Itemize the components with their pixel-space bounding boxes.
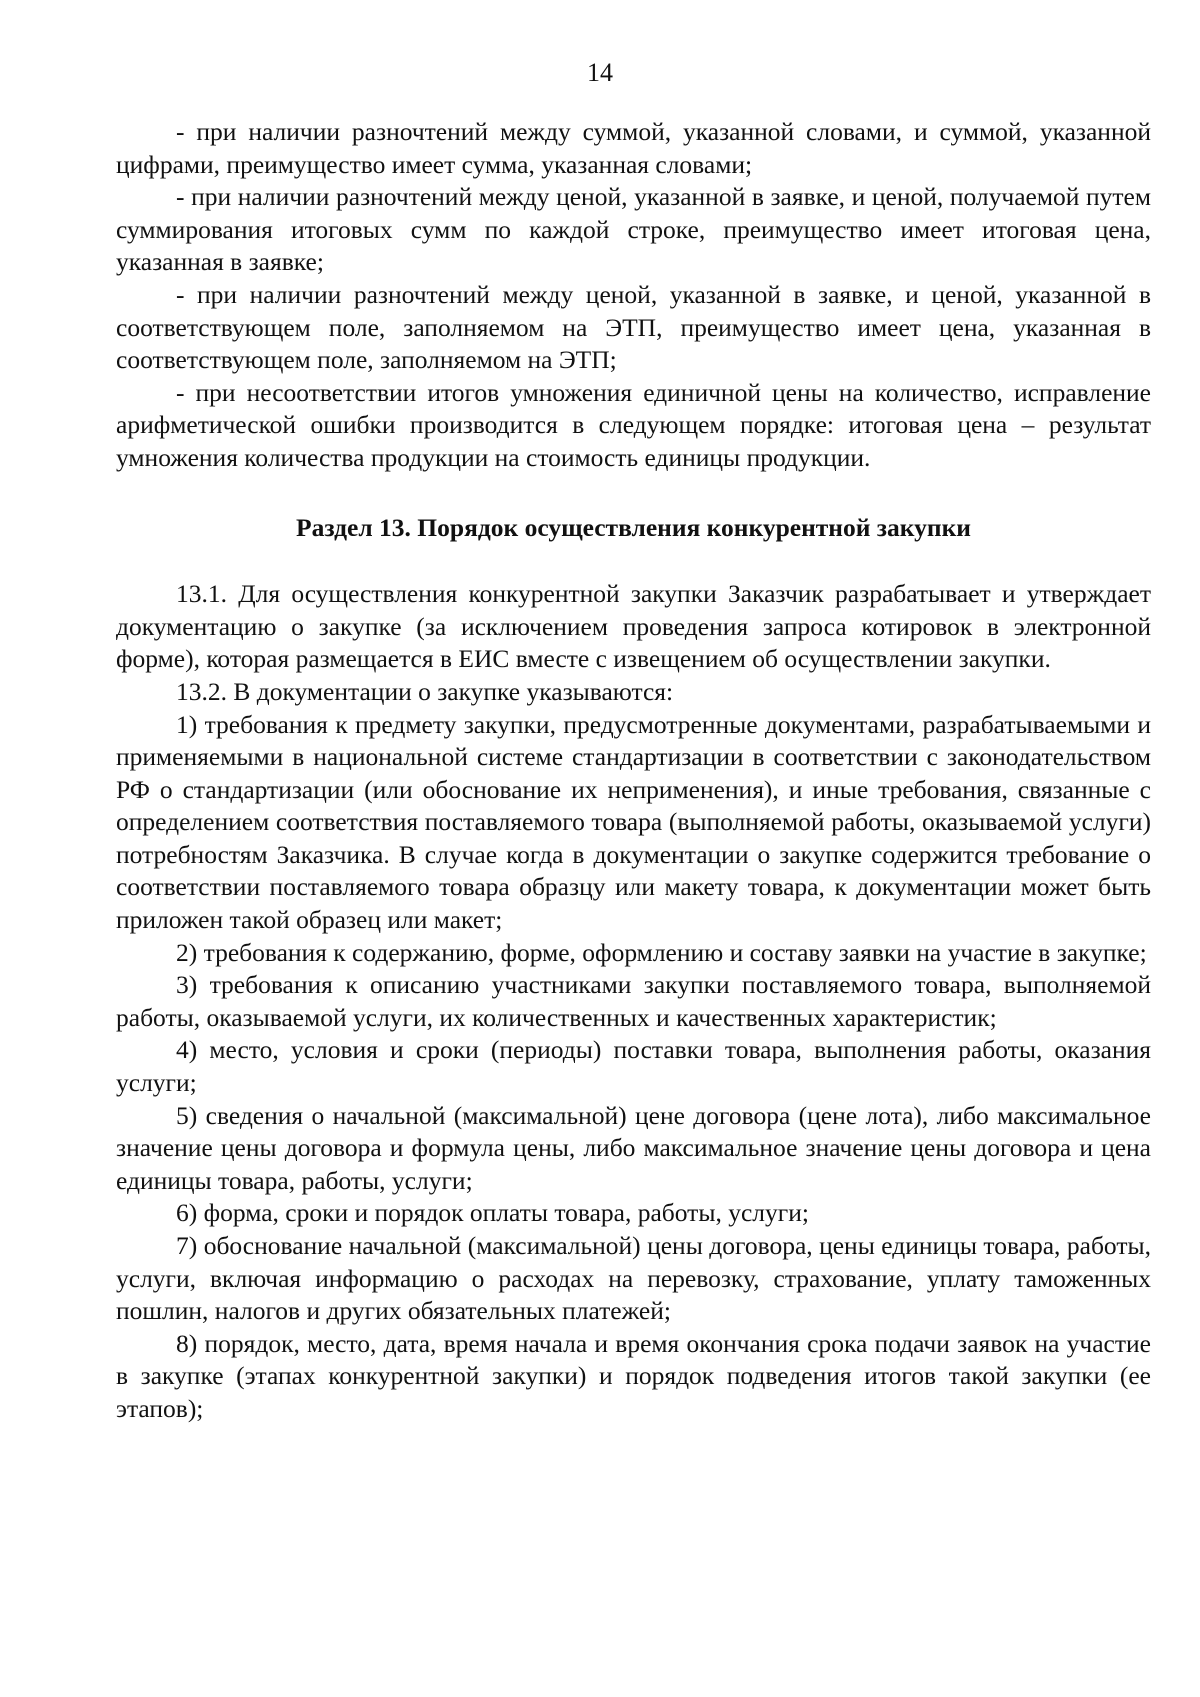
list-item: 3) требования к описанию участниками закупки поставляемого товара, выполняемой работы, оказываемой услуги, их количественных и качественных характеристик;	[116, 970, 1151, 1032]
list-item: 8) порядок, место, дата, время начала и время окончания срока подачи заявок на участие в закупке (этапах конкурентной закупки) и порядок подведения итогов такой закупки (ее этапов);	[116, 1328, 1151, 1423]
paragraph: - при несоответствии итогов умножения единичной цены на количество, исправление арифметической ошибки производится в следующем порядке: итоговая цена – результат умножения количества продукции на стоимость единицы продукции.	[116, 377, 1151, 472]
paragraph: 13.2. В документации о закупке указываются:	[176, 676, 674, 706]
section-heading: Раздел 13. Порядок осуществления конкурентной закупки	[296, 512, 971, 542]
list-item: 2) требования к содержанию, форме, оформлению и составу заявки на участие в закупке;	[176, 937, 1147, 967]
list-item: 1) требования к предмету закупки, предусмотренные документами, разрабатываемыми и применяемыми в национальной системе стандартизации в соответствии с законодательством РФ о стандартизации (или обоснование их неприменения), и иные требования, связанные с определением соответствия поставляемого товара (выполняемой работы, оказываемой услуги) потребностям Заказчика. В случае когда в документации о закупке содержится требование о соответствии поставляемого товара образцу или макету товара, к документации может быть приложен такой образец или макет;	[116, 709, 1151, 935]
list-item: 5) сведения о начальной (максимальной) цене договора (цене лота), либо максимальное значение цены договора и формула цены, либо максимальное значение цены договора и цена единицы товара, работы, услуги;	[116, 1100, 1151, 1195]
paragraph: - при наличии разночтений между суммой, указанной словами, и суммой, указанной цифрами, преимущество имеет сумма, указанная словами;	[116, 117, 1151, 179]
list-item: 7) обоснование начальной (максимальной) цены договора, цены единицы товара, работы, услуги, включая информацию о расходах на перевозку, страхование, уплату таможенных пошлин, налогов и других обязательных платежей;	[116, 1231, 1151, 1326]
document-body	[116, 116, 1151, 1426]
paragraph: 13.1. Для осуществления конкурентной закупки Заказчик разрабатывает и утверждает документацию о закупке (за исключением проведения запроса котировок в электронной форме), которая размещается в ЕИС вместе с извещением об осуществлении закупки.	[116, 579, 1151, 674]
list-item: 6) форма, сроки и порядок оплаты товара, работы, услуги;	[176, 1198, 809, 1228]
paragraph: - при наличии разночтений между ценой, указанной в заявке, и ценой, получаемой путем суммирования итоговых сумм по каждой строке, преимущество имеет итоговая цена, указанная в заявке;	[116, 182, 1151, 277]
page-number: 14	[587, 58, 613, 87]
list-item: 4) место, условия и сроки (периоды) поставки товара, выполнения работы, оказания услуги;	[116, 1035, 1151, 1098]
paragraph: - при наличии разночтений между ценой, указанной в заявке, и ценой, указанной в соответствующем поле, заполняемом на ЭТП, преимущество имеет цена, указанная в соответствующем поле, заполняемом на ЭТП;	[116, 279, 1151, 375]
